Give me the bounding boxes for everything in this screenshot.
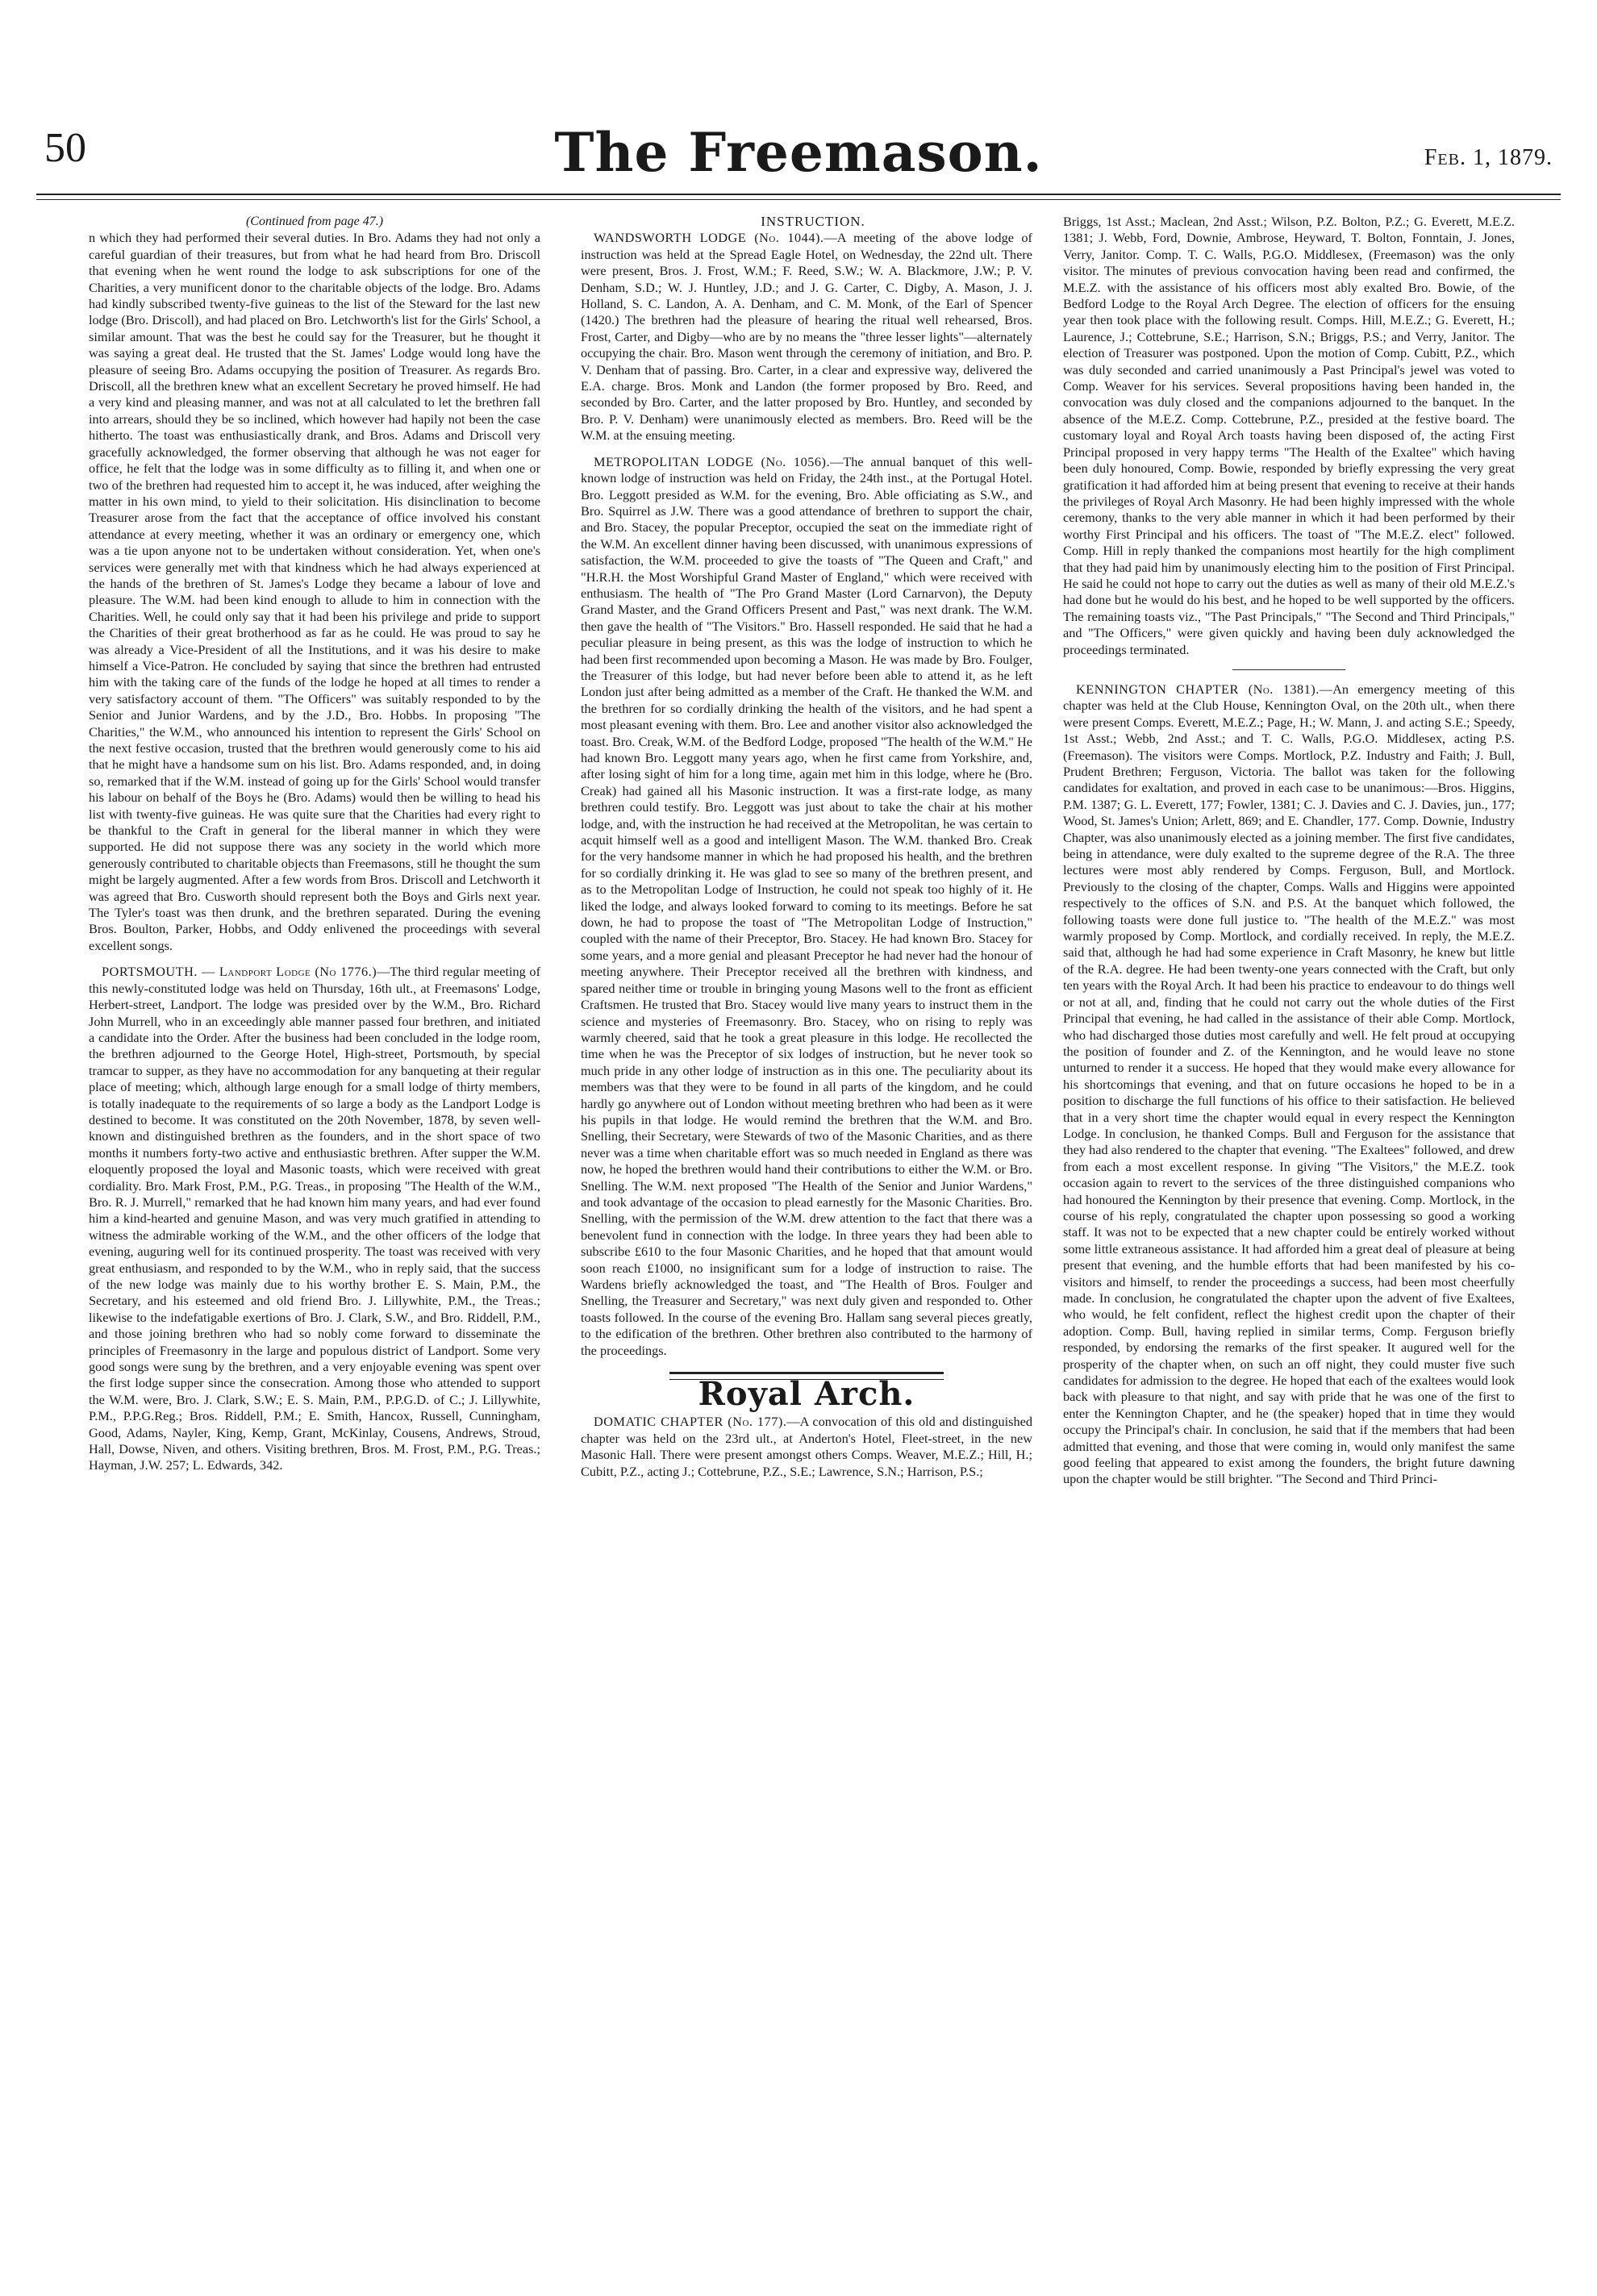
masthead [36,121,1561,185]
continued-note: (Continued from page 47.) [245,215,384,228]
column-3 [1063,214,1515,1488]
heading-kennington: KENNINGTON CHAPTER (No. 1381). [1076,681,1320,697]
heading-domatic: DOMATIC CHAPTER (No. 177). [594,1414,787,1430]
article-metropolitan-body: —The annual banquet of this well-known lodge of instruction was held on Friday, the 24th inst., at the Portugal Hotel. Bro. Leggott presided as W.M. for the evening, Bro. Able officiating as S.W., and Bro. Squirrel as J.W. There was a good attendance of brethren to support the chair, and Bro. Stacey, the popular Preceptor, occupied the seat on the immediate right of the W.M. An excellent dinner having been discussed, with unanimous expressions of satisfaction, the W.M. proceeded to give the toasts of "The Queen and Craft," and "H.R.H. the Most Worshipful Grand Master of England," which were received with enthusiasm. The health of "The Pro Grand Master (Lord Carnarvon), the Deputy Grand Master, and the Grand Officers Present and Past," was next drank. The W.M. then gave the health of "The Visitors." Bro. Hassell responded. He said that he had a peculiar pleasure in being present, as this was the lodge of instruction to which he had been first recommended upon becoming a Mason. He was made by Bro. Foulger, the Treasurer of this lodge, but had never before been able to attend it, as he left London just after being admitted as a member of the Craft. He thanked the W.M. and the brethren for so cordially drinking the health of the visitors, and he had spent a most pleasant evening with them. Bro. Lee and another visitor also acknowledged the toast. Bro. Creak, W.M. of the Bedford Lodge, proposed "The health of the W.M." He had known Bro. Leggott many years ago, when he first came from Yorkshire, and, after losing sight of him for a long time, again met him in this lodge, where he (Bro. Creak) had gained all his Masonic instruction. It was a first-rate lodge, as many brethren could testify. Bro. Leggott was just about to take the chair at his mother lodge, and, with the instruction he had received at the Metropolitan, he was certain to acquit himself well as a good and intelligent Mason. The W.M. thanked Bro. Creak for the very handsome manner in which he had proposed his health, and the brethren for so cordially drinking it. He was glad to see so many of the brethren present, and as to the Metropolitan Lodge of Instruction, he could not speak too highly of it. He liked the lodge, and always looked forward to coming to its meetings. Before he sat down, he had to propose the toast of "The Metropolitan Lodge of Instruction," coupled with the name of their Preceptor, Bro. Stacey. He had known Bro. Stacey for some years, and a more genial and pleasant Preceptor he had never had the honour of meeting anywhere. Their Preceptor received all the brethren with kindness, and spared neither time or trouble in bringing young Masons well to the front as efficient Craftsmen. He trusted that Bro. Stacey would live many years to instruct them in the science and mysteries of Freemasonry. Bro. Stacey, who on rising to reply was warmly cheered, said that he took a great pleasure in this lodge. He recollected the time when he was the Preceptor of six lodges of instruction, but he never took so much pride in any other lodge of instruction as in this one. The peculiarity about its members was that they were to be found in all parts of the kingdom, and he could hardly go anywhere out of London without meeting brethren who had been as it were his pupils in that lodge. He would remind the brethren that the W.M. and Bro. Snelling, their Secretary, were Stewards of two of the Masonic Charities, and as there never was a time when charitable effort was so much needed in England as there was now, he hoped the brethren would hand their contributions to either the W.M. or Bro. Snelling. The W.M. next proposed "The Health of the Senior and Junior Wardens," and took advantage of the occasion to plead earnestly for the Masonic Charities. Bro. Snelling, with the permission of the W.M. drew attention to the fact that there was a benevolent fund in connection with the lodge. In three years they had been able to subscribe £610 to the four Masonic Charities, and he hoped that that amount would soon reach £1000, no insignificant sum for a lodge of instruction to raise. The Wardens briefly acknowledged the toast, and "The Health of Bros. Foulger and Snelling, the Treasurer and Secretary," was next duly given and responded to. Other toasts followed. In the course of the evening Bro. Hallam sang several pieces greatly, to the edification of the brethren. Other brethren also contributed to the harmony of the proceedings. [581,453,1032,1358]
page-number: 50 [44,125,86,171]
heading-portsmouth: PORTSMOUTH. — Landport Lodge (No 1776.) [102,964,377,980]
article-st-james-conclusion: n which they had performed their several duties. In Bro. Adams they had not only a careful guardian of their treasures, but from what he had heard from Bro. Driscoll that evening when he went round the lodge to ask subscriptions for one of the Charities, a very munificent donor to the charitable objects of the lodge. Bro. Adams had kindly subscribed twenty-five guineas to the list of the Steward for the last new lodge (Bro. Driscoll), and had placed on Bro. Letchworth's list for the Girls' School, a similar amount. That was the best he could say for the Treasurer, but he thought it was saying a great deal. He trusted that the St. James' Lodge would long have the pleasure of seeing Bro. Adams occupying the position of Treasurer. As regards Bro. Driscoll, all the brethren knew what an excellent Secretary he proved himself. He had a very kind and pleasing manner, and was not at all calculated to let the brethren fall into arrears, should they be so inclined, which however had hapily not been the case hitherto. The toast was enthusiastically drank, and Bros. Adams and Driscoll very gracefully acknowledged, the former observing that although he was not eager for office, he felt that the lodge was in some difficulty as to filling it, and when one or two of the brethren had requested him to accept it, he was induced, after weighing the matter in his own mind, to yield to their solicitation. His disinclination to become Treasurer arose from the fact that the acceptance of office involved his constant attendance at every meeting, whether it was an ordinary or emergency one, which was a tie upon anyone not to be undertaken without consideration. Yet, when one's services were generally met with that kindness which he had always experienced at the hands of the brethren of St. James's Lodge they became a labour of love and pleasure. The W.M. had been kind enough to allude to him in connection with the Charities. Well, he could only say that it had been his privilege and pride to support the Charities of their great brotherhood as far as he could. He was proud to say he was already a Vice-President of all the Institutions, and it was his desire to make himself a Vice-Patron. He concluded by saying that since the brethren had entrusted him with the taking care of the funds of the lodge he hoped at all times to render a very satisfactory account of them. "The Officers" was suitably responded to by the Senior and Junior Wardens, and by the J.D., Bro. Hobbs. In proposing "The Charities," the W.M., who announced his intention to represent the Girls' School on the next festive occasion, trusted that the brethren would generously come to his aid that he might have a handsome sum on his list. Bro. Adams responded, and, in doing so, remarked that if the W.M. instead of going up for the Girls' School would transfer his labour on behalf of the Boys he (Bro. Adams) would then be willing to head his list with twenty-five guineas. He was quite sure that the Charities had every right to be thankful to the Craft in general for the liberal manner in which they were supported. He did not suppose there was any society in the world which more generously contributed to charitable objects than Freemasons, still he thought the sum might be largely augmented. After a few words from Bros. Driscoll and Letchworth it was agreed that Bro. Cusworth should represent both the Boys and Girls next year. The Tyler's toast was then drunk, and the brethren separated. During the evening Bros. Boulton, Parker, Hobbs, and Oddy enlivened the proceedings with several excellent songs. [89,230,540,953]
article-portsmouth-body: —The third regular meeting of this newly-constituted lodge was held on Thursday, 16th ult., at Freemasons' Lodge, Herbert-street, Landport. The lodge was presided over by the W.M., Bro. Richard John Murrell, who in an exceedingly able manner passed four brethren, and initiated a candidate into the Order. After the business had been concluded in the lodge room, the brethren adjourned to the George Hotel, High-street, Portsmouth, by special tramcar to supper, as they have no accommodation for any banqueting at their regular place of meeting; which, although large enough for a small lodge of thirty members, is totally inadequate to the requirements of so large a body as the Landport Lodge is destined to become. It was constituted on the 20th November, 1878, by seven well-known and distinguished brethren as the founders, and in the short space of two months it numbers forty-two active and enthusiastic brethren. After supper the W.M. eloquently proposed the loyal and Masonic toasts, which were received with great cordiality. Bro. Mark Frost, P.M., P.G. Treas., in proposing "The Health of the W.M., Bro. R. J. Murrell," remarked that he had known him many years, and had ever found him a kind-hearted and genuine Mason, and was very much gratified in attending to witness the admirable working of the W.M., and the other officers of the lodge that evening, auguring well for its continued prosperity. The toast was received with very great enthusiasm, and responded to by the W.M., who in reply said, that the success of the new lodge was mainly due to his worthy brother E. S. Main, P.M., the Secretary, and his esteemed and old friend Bro. J. Lillywhite, P.M., the Treas.; likewise to the indefatigable exertions of Bro. J. Clark, S.W., and Bro. Riddell, P.M., and those joining brethren who had so nobly come forward to disseminate the principles of Freemasonry in the large and populous district of Landport. Some very good songs were sung by the brethren, and a very enjoyable evening was spent over the first lodge supper since the consecration. Among those who attended to support the W.M. were, Bro. J. Clark, S.W.; E. S. Main, P.M., P.P.G.D. of C.; J. Lillywhite, P.M., P.P.G.Reg.; Bros. Riddell, P.M.; E. Smith, Hancox, Russell, Cunningham, Good, Adams, Nayler, King, Kemp, Grant, McKinlay, Cousens, Andrews, Stroud, Hall, Dowse, Niven, and others. Visiting brethren, Bros. M. Frost, P.M., P.G. Treas.; Hayman, J.W. 257; L. Edwards, 342. [89,964,540,1473]
article-portsmouth [89,964,540,1474]
column-2 [581,214,1032,1480]
instruction-label: INSTRUCTION. [761,214,865,229]
article-domatic [581,1414,1032,1480]
masthead-rule [36,194,1561,200]
article-divider [1232,669,1345,670]
article-wandsworth-body: —A meeting of the above lodge of instruction was held at the Spread Eagle Hotel, on Wednesday, the 22nd ult. There were present, Bros. J. Frost, W.M.; F. Reed, S.W.; W. A. Blackmore, J.W.; P. V. Denham, S.D.; W. J. Huntley, J.D.; and J. G. Carter, C. Digby, A. Mason, J. J. Holland, S. C. Landon, A. A. Denham, and C. M. Monk, of the Earl of Spencer (1420.) The brethren had the pleasure of hearing the ritual well rehearsed, Bros. Frost, Carter, and Digby—who are by no means the "three lesser lights"—alternately occupying the chair. Bro. Mason went through the ceremony of initiation, and Bro. P. V. Denham that of passing. Bro. Carter, in a clear and expressive way, delivered the E.A. charge. Bros. Monk and Landon (the former proposed by Bro. Reed, and seconded by Bro. Carter, and the latter proposed by Bro. Huntley, and seconded by Bro. P. V. Denham) were unanimously elected as members. Bro. Reed will be the W.M. at the ensuing meeting. [581,230,1032,444]
issue-date: Feb. 1, 1879. [1424,145,1553,170]
article-domatic-body: —A convocation of this old and distinguished chapter was held on the 23rd ult., at Anderton's Hotel, Fleet-street, in the new Masonic Hall. There were present amongst others Comps. Weaver, M.E.Z.; Hill, H.; Cubitt, P.Z., acting J.; Cottebrune, P.Z., S.E.; Lawrence, S.N.; Harrison, P.S.; [581,1414,1032,1479]
heading-metropolitan: METROPOLITAN LODGE (No. 1056). [594,453,831,469]
article-wandsworth [581,230,1032,444]
section-title-royal-arch: Royal Arch. [698,1375,915,1414]
article-metropolitan [581,454,1032,1359]
article-domatic-continued: Briggs, 1st Asst.; Maclean, 2nd Asst.; Wilson, P.Z. Bolton, P.Z.; G. Everett, M.E.Z. 1381; J. Webb, Ford, Downie, Ambrose, Heyward, T. Bolton, Fonntain, J. Jones, Verry, Janitor. Comp. T. C. Walls, P.G.O. Middlesex, (Freemason) was the only visitor. The minutes of previous convocation having been read and confirmed, the M.E.Z. with the assistance of his officers most ably exalted Bro. Bowie, of the Bedford Lodge to the Royal Arch Degree. The election of officers for the ensuing year then took place with the following result. Comps. Hill, M.E.Z.; G. Everett, H.; Laurence, J.; Cottebrune, S.E.; Harrison, S.N.; Briggs, P.S.; and Verry, Janitor. The election of Treasurer was postponed. Upon the motion of Comp. Cubitt, P.Z., which was duly seconded and carried unanimously a Past Principal's jewel was voted to Comp. Weaver for his services. Several propositions having been handed in, the convocation was duly closed and the companions adjourned to the banquet. In the absence of the M.E.Z. Comp. Cottebrune, P.Z., presided at the festive board. The customary loyal and Royal Arch toasts having been disposed of, the acting First Principal proposed in very happy terms "The Health of the Exaltee" which having been duly honoured, Comp. Bowie, responded by briefly expressing the very great gratification it had afforded him at being present that evening to receive at their hands the privileges of Royal Arch Masonry. He had been highly impressed with the whole ceremony, thanks to the very able manner in which it had been performed by their worthy First Principal and his officers. The toast of "The M.E.Z. elect" followed. Comp. Hill in reply thanked the companions most heartily for the high compliment that they had paid him by unanimously electing him to the position of First Principal. He said he could not hope to carry out the duties as well as many of their old M.E.Z.'s had done but he would do his best, and he hoped to be well supported by the officers. The remaining toasts viz., "The Past Principals," "The Second and Third Principals," and "The Officers," were given quickly and having been duly acknowledged the proceedings terminated. [1063,214,1515,657]
article-kennington-body: —An emergency meeting of this chapter was held at the Club House, Kennington Oval, on the 20th ult., when there were present Comps. Everett, M.E.Z.; Page, H.; W. Mann, J. and acting S.E.; Speedy, 1st Asst.; Webb, 2nd Asst.; and T. C. Walls, P.G.O. Middlesex, acting P.S. (Freemason). The visitors were Comps. Mortlock, P.Z. Industry and Faith; J. Bull, Prudent Brethren; Ferguson, Victoria. The ballot was taken for the following candidates for exaltation, and proved in each case to be unanimous:—Bros. Higgins, P.M. 1387; G. L. Everett, 177; Fowler, 1381; C. J. Davies and C. J. Davies, jun., 177; Wood, St. James's Union; Arlett, 869; and E. Chandler, 177. Comp. Downie, Industry Chapter, was also unanimously elected as a joining member. The first five candidates, being in attendance, were duly exalted to the supreme degree of the R.A. The three lectures were most ably rendered by Comps. Ferguson, Bull, and Mortlock. Previously to the closing of the chapter, Comps. Walls and Higgins were appointed respectively to the offices of S.N. and P.S. At the banquet which followed, the following toasts were done full justice to. "The health of the M.E.Z." was most warmly proposed by Comp. Mortlock, and cordially received. In reply, the M.E.Z. said that, although he had had some experience in Craft Masonry, he knew but little of the R.A. degree. He had been twenty-one years connected with the Craft, but only ten years with the Royal Arch. It had been his practice to endeavour to do things well or not at all, and, finding that he could not carry out the whole duties of the First Principal that evening, he had called in the assistance of their able Comp. Mortlock, who had discharged those duties most carefully and well. He felt proud at occupying the position of founder and Z. of the Kennington, and he would leave no stone unturned to render it a success. He hoped that they would make every allowance for his shortcomings that evening, and that on future occasions he hoped to be in a position to discharge the full functions of his office to their satisfaction. He believed that in a very short time the chapter would equal in every respect the Kennington Lodge. In conclusion, he thanked Comps. Bull and Ferguson for the assistance that they had also rendered to the chapter that evening. "The Exaltees" followed, and drew from each a most excellent response. In giving "The Visitors," the M.E.Z. took occasion again to revert to the services of the three distinguished companions who had honoured the Kennington by their presence that evening. Comp. Mortlock, in the course of his reply, congratulated the chapter upon possessing so good a working staff. It was not to be expected that a new chapter could be entirely worked without some little extraneous assistance. It had afforded him a great deal of pleasure at being present that evening, and the humble efforts that had been manifested by his co-visitors and himself, to render the proceedings a success, had been most cheerfully made. In conclusion, he congratulated the chapter upon the advent of five Exaltees, who would, he felt confident, reflect the highest credit upon the chapter of their adoption. Comp. Bull, having replied in similar terms, Comp. Ferguson briefly responded, by endorsing the remarks of the first speaker. It augured well for the prosperity of the chapter when, on such an off night, they could muster five such candidates for admission to the degree. He hoped that each of the exaltees would look back with pleasure to that night, and say with pride that he was one of the first to enter the Kennington Chapter, and he (the speaker) hoped that in time they would occupy the Principal's chair. In conclusion, he said that if the members that had been admitted that evening, and those that were coming in, would only manifest the same good feeling that appeared to exist among the founders, the bright future dawning upon the chapter would be still brighter. "The Second and Third Princi- [1063,681,1515,1487]
newspaper-title: The Freemason. [554,121,1043,184]
heading-wandsworth: WANDSWORTH LODGE (No. 1044). [594,230,824,246]
column-1 [89,214,540,1474]
article-kennington [1063,681,1515,1488]
